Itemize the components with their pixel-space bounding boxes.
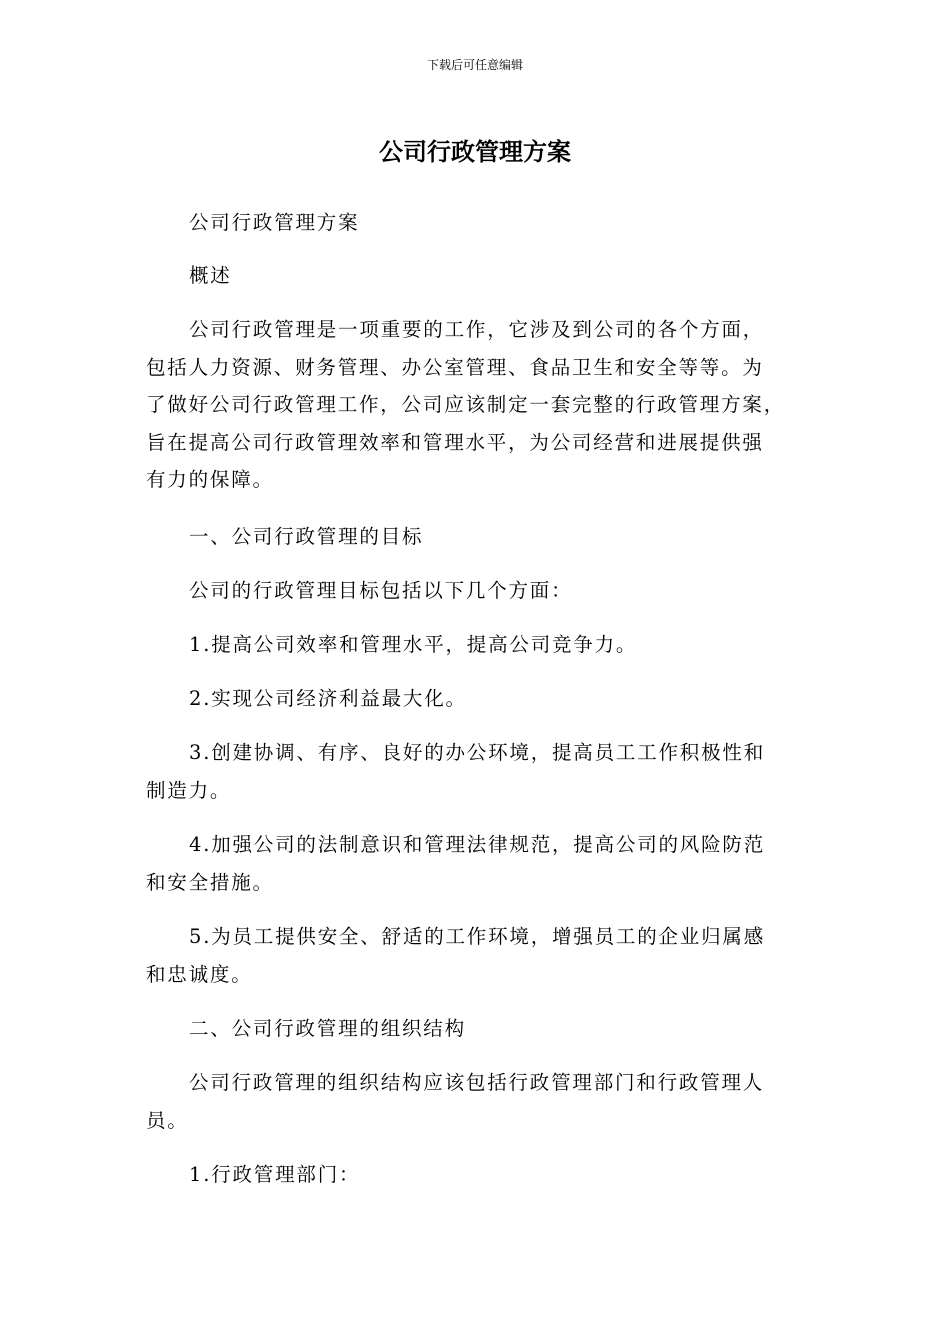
document-title: 公司行政管理方案: [379, 138, 571, 166]
list-item-goal-4: 4.加强公司的法制意识和管理法律规范，提高公司的风险防范 和安全措施。: [146, 833, 766, 894]
paragraph-structure-intro: 公司行政管理的组织结构应该包括行政管理部门和行政管理人 员。: [146, 1071, 765, 1132]
section-heading-structure: 二、公司行政管理的组织结构: [189, 1017, 466, 1040]
list-item-goal-1: 1.提高公司效率和管理水平，提高公司竞争力。: [189, 633, 638, 656]
section-heading-goals: 一、公司行政管理的目标: [189, 525, 424, 548]
paragraph-subtitle: 公司行政管理方案: [189, 211, 360, 234]
list-item-goal-5: 5.为员工提供安全、舒适的工作环境，增强员工的企业归属感 和忠诚度。: [146, 925, 766, 986]
paragraph-overview: 公司行政管理是一项重要的工作，它涉及到公司的各个方面， 包括人力资源、财务管理、办公室管理、食品卫生和安全等等。为 了做好公司行政管理工作，公司应该制定一套完整的行政管理方案， 旨在提高公司行政管理效率和管理水平，为公司经营和进展提供强 有力的保障。: [146, 318, 786, 492]
header-note: 下载后可任意编辑: [426, 58, 523, 72]
paragraph-goals-intro: 公司的行政管理目标包括以下几个方面：: [189, 579, 573, 602]
list-item-structure-1: 1.行政管理部门：: [189, 1163, 361, 1186]
paragraph-overview-heading: 概述: [189, 264, 232, 287]
list-item-goal-3: 3.创建协调、有序、良好的办公环境，提高员工工作积极性和 制造力。: [146, 741, 766, 802]
list-item-goal-2: 2.实现公司经济利益最大化。: [189, 687, 467, 710]
